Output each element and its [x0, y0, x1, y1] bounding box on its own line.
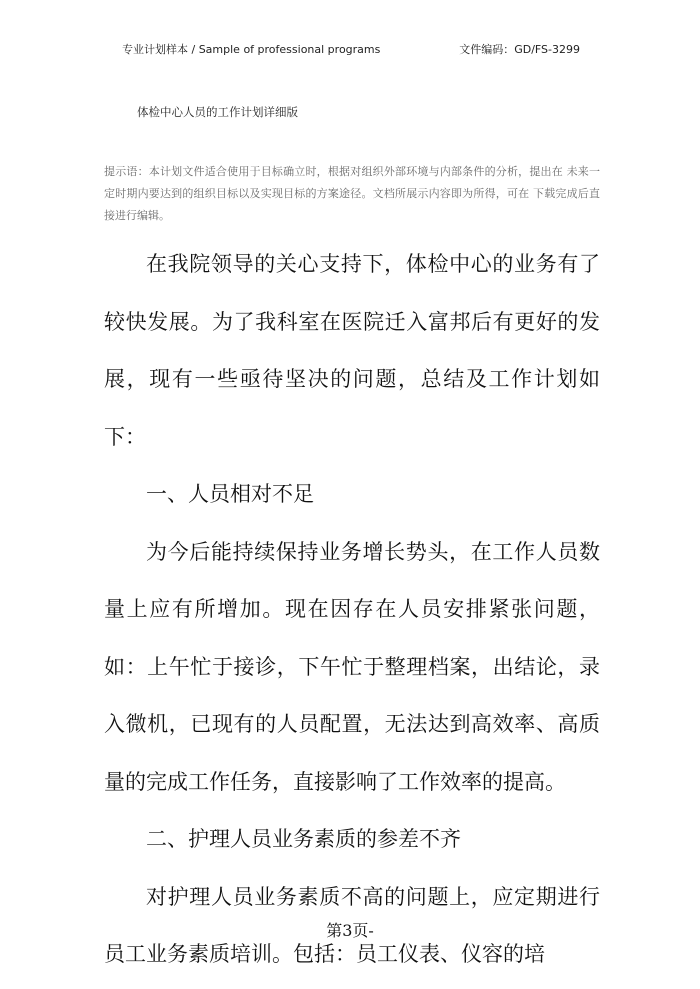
document-title: 体检中心人员的工作计划详细版 [137, 105, 298, 119]
section-heading-staffing: 一、人员相对不足 [146, 482, 314, 506]
body-paragraph-staffing: 为今后能持续保持业务增长势头，在工作人员数量上应有所增加。现在因存在人员安排紧张问题，如：上午忙于接诊，下午忙于整理档案，出结论，录 入微机，已现有的人员配置，无法达到高效率、高质 量的完成工作任务，直接影响了工作效率的提高。 [104, 539, 600, 794]
page-number: 第3页- [326, 921, 374, 940]
header-file-code: 文件编码：GD/FS-3299 [459, 43, 580, 56]
body-paragraph-intro: 在我院领导的关心支持下，体检中心的业务有了较快发展。为了我科室在医院迁入富邦后有更好的发展，现有一些亟待坚决的问题，总结及工作计划如 下： [104, 252, 600, 449]
header-series-label: 专业计划样本 / Sample of professional programs [122, 43, 381, 56]
section-heading-nursing-quality: 二、护理人员业务素质的参差不齐 [146, 827, 461, 851]
tip-note: 提示语：本计划文件适合使用于目标确立时，根据对组织外部环境与内部条件的分析，提出在 未来一定时期内要达到的组织目标以及实现目标的方案途径。文档所展示内容即为所得，可在 下载完成后直接进行编辑。 [104, 165, 600, 222]
body-paragraph-nursing-quality: 对护理人员业务素质不高的问题上，应定期进行员工业务素质培训。包括：员工仪表、仪容的培 [104, 884, 600, 966]
document-body [104, 236, 600, 984]
